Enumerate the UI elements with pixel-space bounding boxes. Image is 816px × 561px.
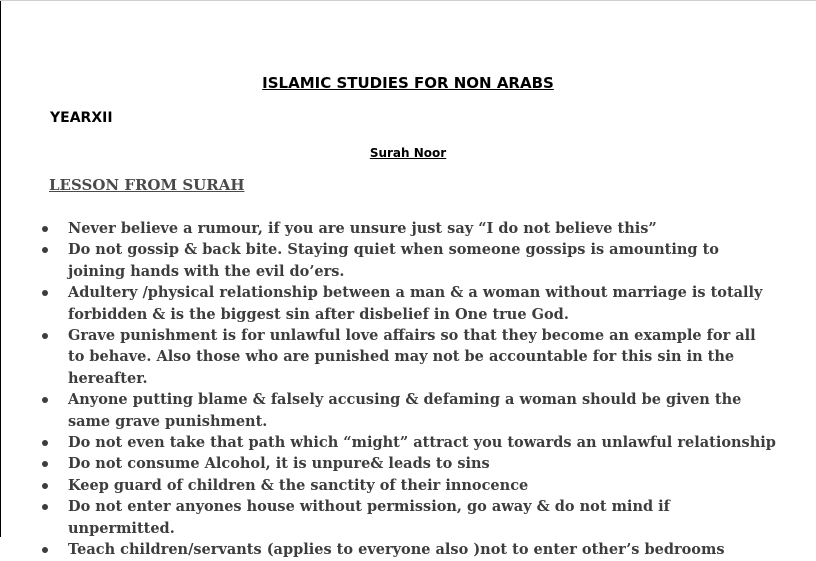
list-item-text: Do not enter anyones house without permission, go away & do not mind if unpermitted. (68, 498, 670, 537)
page-top-border (0, 0, 816, 1)
list-item (0, 282, 816, 325)
list-item-text: Grave punishment is for unlawful love affairs so that they become an example for all to behave. Also those who are punished may not be accountable for this sin in the hereafter. (68, 327, 756, 387)
bullet-icon (42, 483, 48, 489)
list-item-text: Never believe a rumour, if you are unsure just say “I do not believe this” (68, 220, 657, 237)
list-item (0, 539, 816, 560)
list-item-text: Teach children/servants (applies to everyone also )not to enter other’s bedrooms (68, 541, 725, 559)
bullet-icon (42, 247, 48, 253)
list-item (0, 239, 816, 282)
list-item-text: Keep guard of children & the sanctity of their innocence (68, 476, 529, 494)
lesson-points-list (0, 218, 816, 561)
list-item-text: Anyone putting blame & falsely accusing & defaming a woman should be given the same grave punishment. (68, 391, 742, 430)
list-item (0, 475, 816, 496)
surah-name: Surah Noor (369, 146, 447, 160)
bullet-icon (42, 440, 48, 446)
bullet-icon (42, 504, 48, 510)
section-heading: LESSON FROM SURAH (49, 176, 245, 194)
list-item-text: Do not gossip & back bite. Staying quiet when someone gossips is amounting to joining hands with the evil do’ers. (68, 241, 719, 280)
list-item-text: Adultery /physical relationship between a man & a woman without marriage is totally forbidden & is the biggest sin after disbelief in One true God. (68, 284, 763, 323)
bullet-icon (42, 547, 48, 553)
bullet-icon (42, 397, 48, 403)
list-item-text: Do not consume Alcohol, it is unpure& leads to sins (68, 455, 490, 473)
bullet-icon (42, 461, 48, 467)
bullet-icon (42, 333, 48, 339)
document-title: ISLAMIC STUDIES FOR NON ARABS (262, 74, 554, 92)
list-item (0, 453, 816, 474)
list-item (0, 325, 816, 389)
list-item (0, 496, 816, 539)
year-label: YEARXII (50, 110, 113, 126)
list-item (0, 389, 816, 432)
bullet-icon (42, 290, 48, 296)
list-item-text: Do not even take that path which “might” attract you towards an unlawful relationship (68, 434, 776, 452)
bullet-icon (42, 226, 48, 232)
list-item (0, 218, 816, 239)
list-item (0, 432, 816, 453)
